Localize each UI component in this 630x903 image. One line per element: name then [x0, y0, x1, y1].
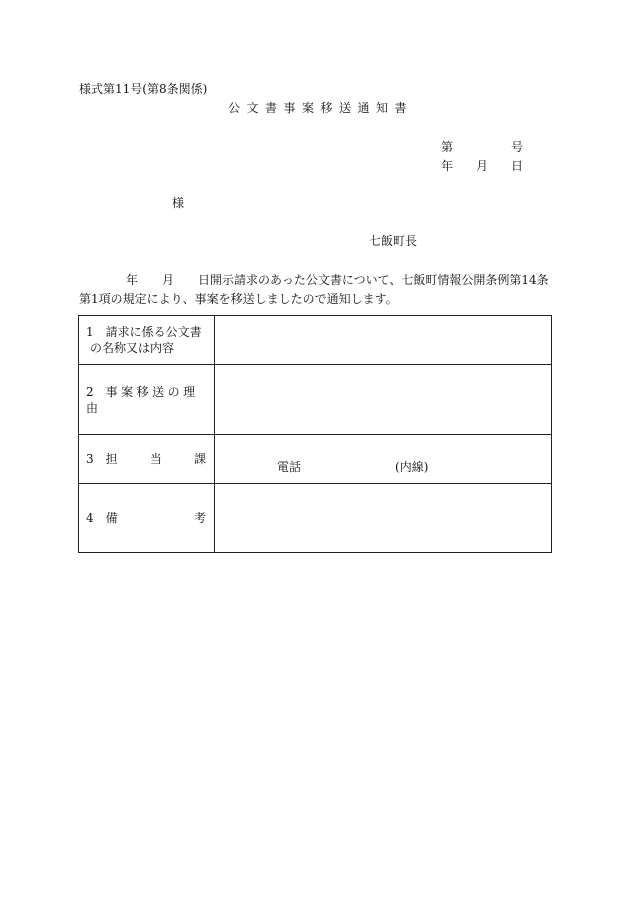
request-value[interactable]	[215, 316, 552, 365]
request-label-line1: 請求に係る公文書	[105, 325, 202, 339]
reference-number-suffix: 号	[510, 140, 523, 154]
reason-value[interactable]	[215, 365, 552, 435]
reason-label: 2 事案移送の理由	[79, 365, 215, 435]
remarks-value[interactable]	[215, 484, 552, 553]
reference-number	[441, 138, 523, 155]
reference-date	[441, 157, 523, 174]
reason-label-text: 事案移送の理由	[86, 384, 199, 415]
reference-number-prefix: 第	[441, 140, 454, 154]
date-day: 日	[510, 159, 523, 173]
department-value[interactable]	[215, 435, 552, 484]
addressee-honorific: 様	[172, 196, 185, 210]
request-label: 1 請求に係る公文書 の名称又は内容	[79, 316, 215, 365]
form-number: 様式第11号(第8条関係)	[79, 82, 208, 96]
remarks-label: 4 備 考	[79, 484, 215, 553]
body-text: 年 月 日開示請求のあった公文書について、七飯町情報公開条例第14条第1項の規定により、事案を移送しましたので通知します。	[79, 273, 549, 306]
sender-name: 七飯町長	[369, 234, 418, 248]
request-label-line2: の名称又は内容	[90, 341, 175, 355]
date-month: 月	[475, 159, 488, 173]
document-title: 公文書事案移送通知書	[228, 101, 414, 115]
table-row-reason	[79, 365, 552, 435]
table-row-department	[79, 435, 552, 484]
table-row-request	[79, 316, 552, 365]
table-row-remarks	[79, 484, 552, 553]
department-label: 3 担 当 課	[79, 435, 215, 484]
extension-label: (内線)	[395, 459, 429, 474]
phone-label: 電話	[277, 459, 302, 474]
date-year: 年	[441, 159, 454, 173]
info-table	[78, 315, 552, 553]
